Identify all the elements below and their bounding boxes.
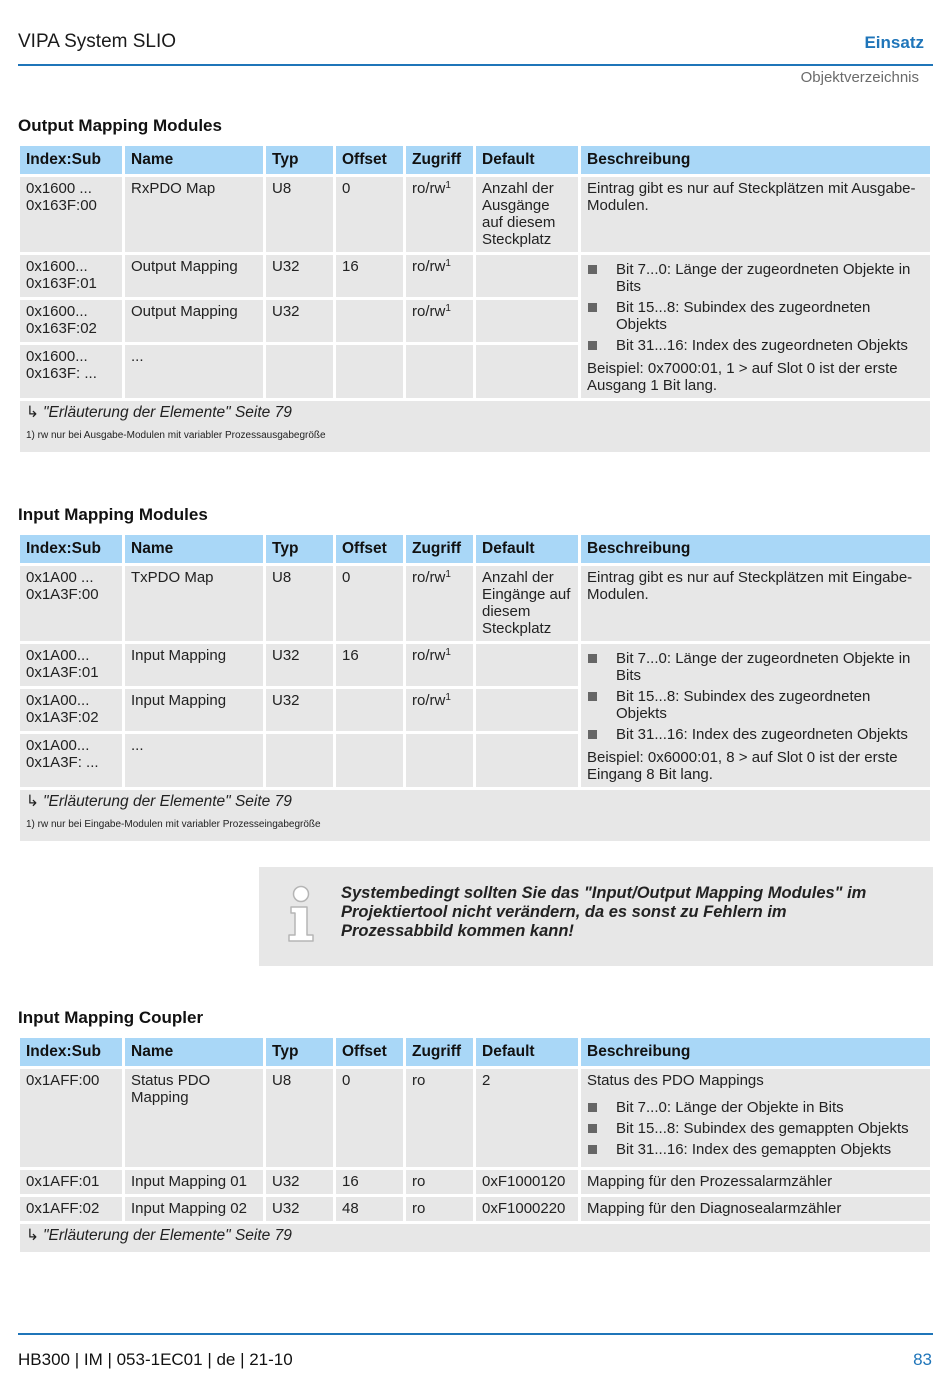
access-value: ro/rw xyxy=(412,647,446,664)
table-footer xyxy=(20,790,930,841)
name-cell: Input Mapping xyxy=(125,689,263,731)
description-cell: Mapping für den Prozessalarmzähler xyxy=(581,1170,930,1194)
table-header-row xyxy=(20,535,930,563)
description-text: Status des PDO Mappings xyxy=(587,1072,764,1089)
name-cell: Status PDO Mapping xyxy=(125,1069,263,1167)
index-cell: 0x1A00... 0x1A3F:01 xyxy=(20,644,122,686)
list-item: Bit 31...16: Index des zugeordneten Objekts xyxy=(587,726,924,743)
example-text: Beispiel: 0x7000:01, 1 > auf Slot 0 ist der erste Ausgang 1 Bit lang. xyxy=(587,360,898,394)
default-cell xyxy=(476,255,578,297)
list-item: Bit 7...0: Länge der zugeordneten Objekte in Bits xyxy=(587,650,924,684)
offset-cell xyxy=(336,734,403,787)
description-cell xyxy=(581,255,930,398)
offset-cell: 16 xyxy=(336,1170,403,1194)
access-cell xyxy=(406,734,473,787)
output-modules-table xyxy=(17,143,933,455)
column-header: Name xyxy=(125,535,263,563)
access-cell: ro xyxy=(406,1197,473,1221)
footnote-marker: 1 xyxy=(445,647,451,658)
access-cell xyxy=(406,566,473,641)
type-cell: U32 xyxy=(266,1197,333,1221)
document-title: VIPA System SLIO xyxy=(18,31,177,52)
cross-reference-link[interactable] xyxy=(26,404,924,421)
offset-cell xyxy=(336,300,403,342)
column-header: Typ xyxy=(266,146,333,174)
column-header: Name xyxy=(125,1038,263,1066)
section-title-input-coupler: Input Mapping Coupler xyxy=(18,1008,204,1027)
index-cell: 0x1A00... 0x1A3F:02 xyxy=(20,689,122,731)
column-header: Index:Sub xyxy=(20,146,122,174)
access-cell xyxy=(406,255,473,297)
column-header: Default xyxy=(476,535,578,563)
column-header: Default xyxy=(476,146,578,174)
index-cell: 0x1600 ... 0x163F:00 xyxy=(20,177,122,252)
list-item: Bit 31...16: Index des gemappten Objekts xyxy=(587,1141,924,1158)
description-cell xyxy=(581,1069,930,1167)
column-header: Beschreibung xyxy=(581,1038,930,1066)
section-title-output-modules: Output Mapping Modules xyxy=(18,116,222,135)
name-cell: TxPDO Map xyxy=(125,566,263,641)
access-value: ro/rw xyxy=(412,569,446,586)
table-row xyxy=(20,177,930,252)
list-item: Bit 7...0: Länge der Objekte in Bits xyxy=(587,1099,924,1116)
type-cell: U32 xyxy=(266,255,333,297)
access-cell xyxy=(406,644,473,686)
offset-cell xyxy=(336,689,403,731)
column-header: Zugriff xyxy=(406,1038,473,1066)
default-cell xyxy=(476,345,578,398)
table-header-row xyxy=(20,1038,930,1066)
name-cell: Input Mapping 02 xyxy=(125,1197,263,1221)
section-subtitle: Objektverzeichnis xyxy=(800,69,919,86)
list-item: Bit 15...8: Subindex des zugeordneten Objekts xyxy=(587,688,924,722)
table-footer-row xyxy=(20,790,930,841)
access-cell xyxy=(406,177,473,252)
footnote-marker: 1 xyxy=(445,691,451,703)
list-item: Bit 31...16: Index des zugeordneten Objekts xyxy=(587,337,924,354)
default-cell xyxy=(476,689,578,731)
offset-cell: 0 xyxy=(336,1069,403,1167)
section-title-input-modules: Input Mapping Modules xyxy=(18,505,208,524)
column-header: Default xyxy=(476,1038,578,1066)
type-cell: U32 xyxy=(266,1170,333,1194)
footnote-marker: 1 xyxy=(445,569,451,580)
index-cell: 0x1AFF:00 xyxy=(20,1069,122,1167)
input-coupler-table xyxy=(17,1035,933,1255)
reference-arrow-icon: ↳ xyxy=(26,793,39,810)
input-modules-table xyxy=(17,532,933,844)
table-footer xyxy=(20,1224,930,1252)
default-cell xyxy=(476,644,578,686)
name-cell: Output Mapping xyxy=(125,255,263,297)
column-header: Offset xyxy=(336,146,403,174)
page-number: 83 xyxy=(913,1350,932,1369)
offset-cell: 16 xyxy=(336,644,403,686)
column-header: Offset xyxy=(336,535,403,563)
footnote: 1) rw nur bei Ausgabe-Modulen mit variabler Prozessausgabegröße xyxy=(26,430,326,441)
access-cell xyxy=(406,345,473,398)
table-row xyxy=(20,1197,930,1221)
info-text: Systembedingt sollten Sie das "Input/Output Mapping Modules" im Projektiertool nicht verändern, da es sonst zu Fehlern im Prozessabbild kommen kann! xyxy=(341,884,867,940)
type-cell xyxy=(266,734,333,787)
chapter-title: Einsatz xyxy=(864,33,924,52)
access-value: ro/rw xyxy=(412,691,446,709)
footer-divider xyxy=(18,1333,933,1335)
table-row xyxy=(20,255,930,297)
index-cell: 0x1600... 0x163F: ... xyxy=(20,345,122,398)
offset-cell: 0 xyxy=(336,566,403,641)
reference-text: "Erläuterung der Elemente" Seite 79 xyxy=(43,404,292,421)
type-cell xyxy=(266,345,333,398)
table-footer-row xyxy=(20,401,930,452)
info-box xyxy=(259,867,933,966)
cross-reference-link[interactable] xyxy=(26,1227,924,1244)
access-value: ro/rw xyxy=(412,258,446,275)
default-cell: Anzahl der Ausgänge auf diesem Steckplatz xyxy=(476,177,578,252)
type-cell: U8 xyxy=(266,177,333,252)
default-cell: Anzahl der Eingänge auf diesem Steckplatz xyxy=(476,566,578,641)
footnote-marker: 1 xyxy=(445,180,451,191)
column-header: Beschreibung xyxy=(581,535,930,563)
list-item: Bit 15...8: Subindex des gemappten Objekts xyxy=(587,1120,924,1137)
column-header: Offset xyxy=(336,1038,403,1066)
reference-arrow-icon: ↳ xyxy=(26,404,39,421)
description-cell xyxy=(581,644,930,787)
column-header: Zugriff xyxy=(406,146,473,174)
type-cell: U32 xyxy=(266,644,333,686)
default-cell: 0xF1000120 xyxy=(476,1170,578,1194)
access-cell xyxy=(406,689,473,731)
name-cell: Output Mapping xyxy=(125,300,263,342)
name-cell: ... xyxy=(125,734,263,787)
access-value: ro/rw xyxy=(412,180,446,197)
reference-arrow-icon: ↳ xyxy=(26,1227,39,1244)
table-header-row xyxy=(20,146,930,174)
access-cell: ro xyxy=(406,1069,473,1167)
index-cell: 0x1600... 0x163F:02 xyxy=(20,300,122,342)
column-header: Index:Sub xyxy=(20,535,122,563)
cross-reference-link[interactable] xyxy=(26,793,924,810)
column-header: Typ xyxy=(266,1038,333,1066)
type-cell: U8 xyxy=(266,1069,333,1167)
list-item: Bit 7...0: Länge der zugeordneten Objekte in Bits xyxy=(587,261,924,295)
column-header: Typ xyxy=(266,535,333,563)
access-value: ro/rw xyxy=(412,302,446,320)
index-cell: 0x1AFF:01 xyxy=(20,1170,122,1194)
type-cell: U32 xyxy=(266,689,333,731)
offset-cell: 16 xyxy=(336,255,403,297)
reference-text: "Erläuterung der Elemente" Seite 79 xyxy=(43,793,292,810)
name-cell: RxPDO Map xyxy=(125,177,263,252)
name-cell: Input Mapping 01 xyxy=(125,1170,263,1194)
column-header: Beschreibung xyxy=(581,146,930,174)
default-cell: 2 xyxy=(476,1069,578,1167)
default-cell xyxy=(476,734,578,787)
table-row xyxy=(20,644,930,686)
access-cell: ro xyxy=(406,1170,473,1194)
info-icon xyxy=(283,885,319,943)
table-footer-row xyxy=(20,1224,930,1252)
example-text: Beispiel: 0x6000:01, 8 > auf Slot 0 ist der erste Eingang 8 Bit lang. xyxy=(587,749,898,783)
header-divider xyxy=(18,64,933,66)
table-footer xyxy=(20,401,930,452)
offset-cell xyxy=(336,345,403,398)
bullet-list xyxy=(587,1099,924,1158)
index-cell: 0x1AFF:02 xyxy=(20,1197,122,1221)
footnote-marker: 1 xyxy=(445,258,451,269)
index-cell: 0x1600... 0x163F:01 xyxy=(20,255,122,297)
type-cell: U32 xyxy=(266,300,333,342)
type-cell: U8 xyxy=(266,566,333,641)
bullet-list xyxy=(587,261,924,354)
reference-text: "Erläuterung der Elemente" Seite 79 xyxy=(43,1227,292,1244)
index-cell: 0x1A00 ... 0x1A3F:00 xyxy=(20,566,122,641)
bullet-list xyxy=(587,650,924,743)
footnote: 1) rw nur bei Eingabe-Modulen mit variabler Prozesseingabegröße xyxy=(26,819,321,830)
table-row xyxy=(20,1170,930,1194)
footnote-marker: 1 xyxy=(445,302,451,314)
default-cell xyxy=(476,300,578,342)
description-cell: Eintrag gibt es nur auf Steckplätzen mit Ausgabe-Modulen. xyxy=(581,177,930,252)
description-cell: Mapping für den Diagnosealarmzähler xyxy=(581,1197,930,1221)
description-cell: Eintrag gibt es nur auf Steckplätzen mit Eingabe-Modulen. xyxy=(581,566,930,641)
offset-cell: 0 xyxy=(336,177,403,252)
column-header: Index:Sub xyxy=(20,1038,122,1066)
table-row xyxy=(20,1069,930,1167)
column-header: Name xyxy=(125,146,263,174)
index-cell: 0x1A00... 0x1A3F: ... xyxy=(20,734,122,787)
name-cell: ... xyxy=(125,345,263,398)
list-item: Bit 15...8: Subindex des zugeordneten Objekts xyxy=(587,299,924,333)
document-id: HB300 | IM | 053-1EC01 | de | 21-10 xyxy=(18,1350,293,1369)
column-header: Zugriff xyxy=(406,535,473,563)
access-cell xyxy=(406,300,473,342)
offset-cell: 48 xyxy=(336,1197,403,1221)
default-cell: 0xF1000220 xyxy=(476,1197,578,1221)
name-cell: Input Mapping xyxy=(125,644,263,686)
table-row xyxy=(20,566,930,641)
